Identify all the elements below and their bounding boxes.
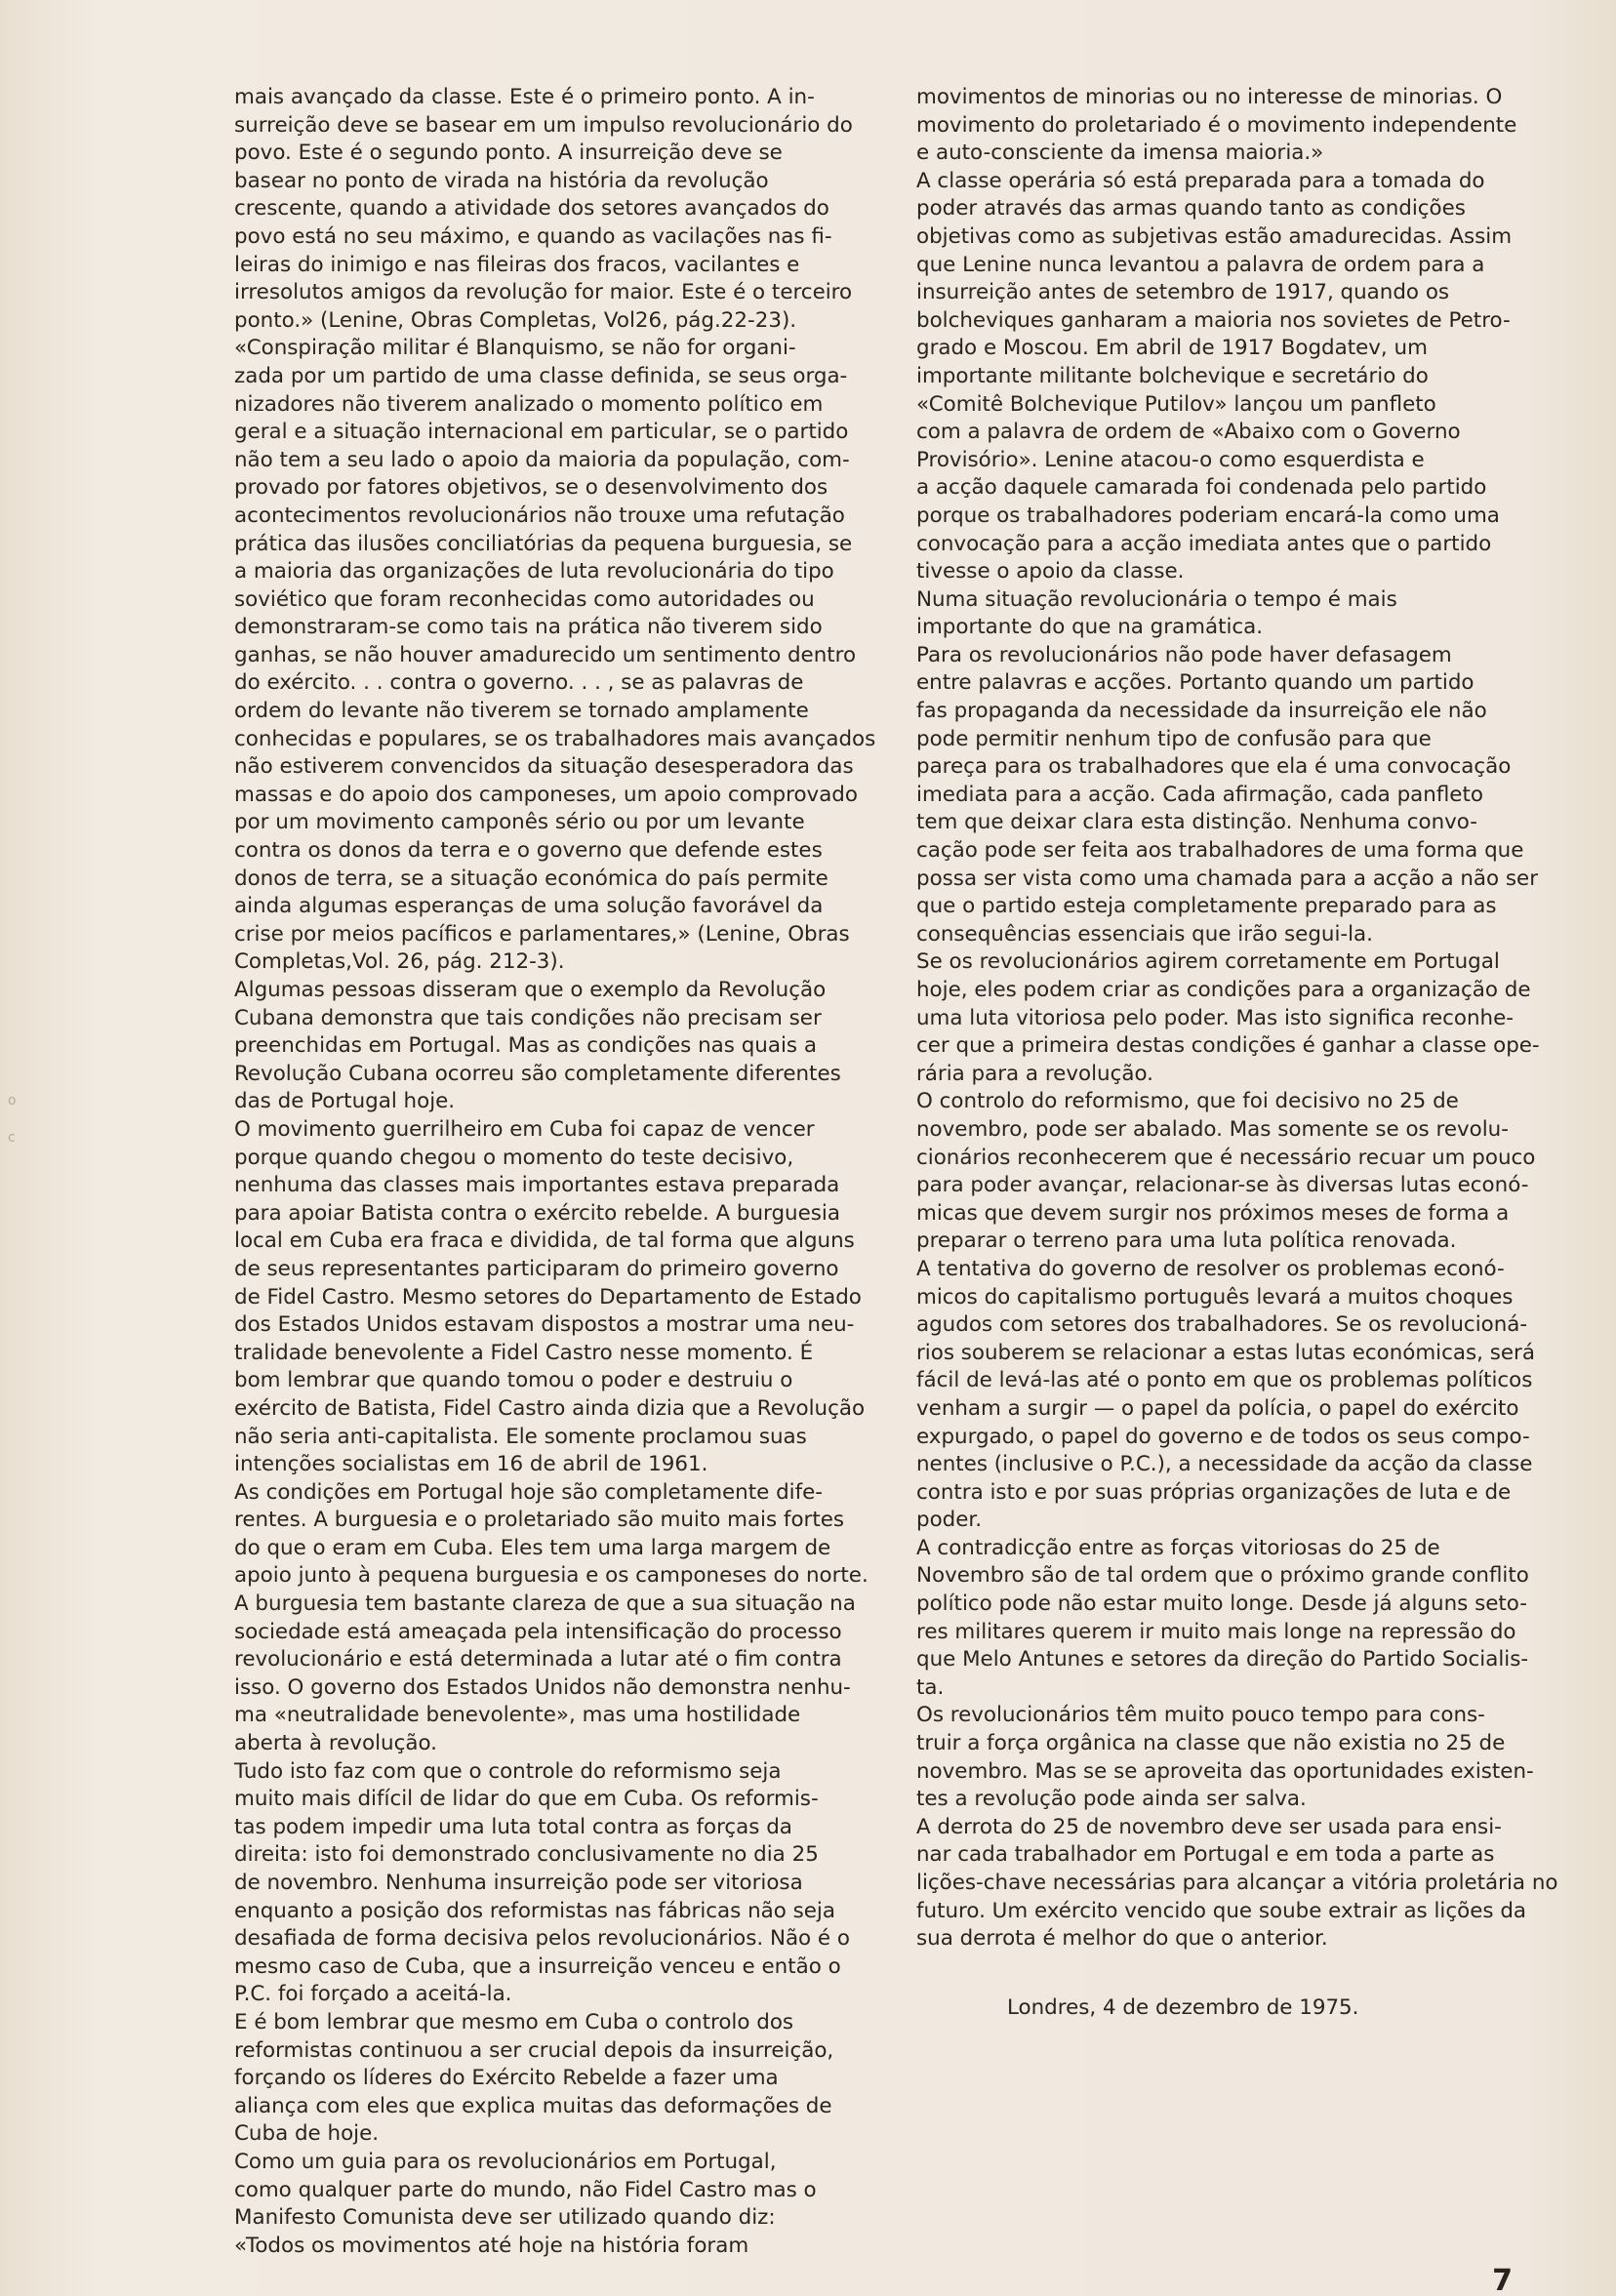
right-column-line: res militares querem ir muito mais longe na repressão do: [916, 1619, 1516, 1644]
left-column-line: aberta à revolução.: [234, 1731, 437, 1756]
right-column-line: A contradicção entre as forças vitoriosas do 25 de: [916, 1535, 1440, 1560]
left-column-line: apoio junto à pequena burguesia e os camponeses do norte.: [234, 1563, 869, 1589]
left-column-line: dos Estados Unidos estavam dispostos a mostrar uma neu-: [234, 1312, 855, 1338]
left-column-line: do que o eram em Cuba. Eles tem uma larga margem de: [234, 1535, 831, 1560]
left-column-line: P.C. foi forçado a aceitá-la.: [234, 1982, 512, 2007]
left-column-line: donos de terra, se a situação económica do país permite: [234, 866, 828, 891]
right-column-line: rios souberem se relacionar a estas lutas económicas, será: [916, 1340, 1535, 1365]
right-column-line: Para os revolucionários não pode haver defasagem: [916, 642, 1452, 667]
left-column-line: exército de Batista, Fidel Castro ainda dizia que a Revolução: [234, 1395, 866, 1421]
right-column-line: fácil de levá-las até o ponto em que os problemas políticos: [916, 1368, 1533, 1393]
left-column-line: leiras do inimigo e nas fileiras dos fracos, vacilantes e: [234, 252, 800, 277]
right-column-line: truir a força orgânica na classe que não existia no 25 de: [916, 1731, 1506, 1756]
left-column-line: isso. O governo dos Estados Unidos não demonstra nenhu-: [234, 1674, 851, 1700]
left-column-line: preenchidas em Portugal. Mas as condições nas quais a: [234, 1033, 817, 1059]
left-column-line: nizadores não tiverem analizado o momento político em: [234, 391, 824, 417]
left-column-line: zada por um partido de uma classe definida, se seus orga-: [234, 363, 848, 388]
left-column-line: das de Portugal hoje.: [234, 1089, 456, 1114]
left-column-line: tralidade benevolente a Fidel Castro nesse momento. É: [234, 1340, 814, 1365]
left-column-line: Revolução Cubana ocorreu são completamente diferentes: [234, 1061, 841, 1086]
right-column-line: possa ser vista como uma chamada para a acção a não ser: [916, 866, 1539, 891]
left-column-line: povo está no seu máximo, e quando as vacilações nas fi-: [234, 223, 832, 249]
right-column-line: poder.: [916, 1508, 983, 1533]
right-column-line: tem que deixar clara esta distinção. Nenhuma convo-: [916, 810, 1478, 835]
right-column-line: pareça para os trabalhadores que ela é uma convocação: [916, 754, 1512, 780]
right-column-line: A derrota do 25 de novembro deve ser usada para ensi-: [916, 1814, 1502, 1839]
left-column-line: desafiada de forma decisiva pelos revolucionários. Não é o: [234, 1926, 850, 1952]
right-column-line: A tentativa do governo de resolver os problemas econó-: [916, 1256, 1505, 1281]
left-column-line: ponto.» (Lenine, Obras Completas, Vol26, pág.22-23).: [234, 307, 797, 333]
right-column-line: grado e Moscou. Em abril de 1917 Bogdatev, um: [916, 336, 1428, 361]
left-column-line: rentes. A burguesia e o proletariado são muito mais fortes: [234, 1508, 845, 1533]
left-column-line: nenhuma das classes mais importantes estava preparada: [234, 1173, 840, 1198]
right-column-line: novembro. Mas se se aproveita das oportunidades existen-: [916, 1758, 1534, 1784]
right-column-line: novembro, pode ser abalado. Mas somente se os revolu-: [916, 1116, 1509, 1142]
left-column-line: A burguesia tem bastante clareza de que a sua situação na: [234, 1591, 856, 1617]
left-column-line: a maioria das organizações de luta revolucionária do tipo: [234, 559, 834, 584]
left-column-line: de novembro. Nenhuma insurreição pode ser vitoriosa: [234, 1871, 803, 1895]
right-column-line: objetivas como as subjetivas estão amadurecidas. Assim: [916, 223, 1513, 249]
margin-speck: c: [8, 1130, 16, 1146]
right-column-line: imediata para a acção. Cada afirmação, cada panfleto: [916, 782, 1483, 807]
left-column-line: Cuba de hoje.: [234, 2121, 380, 2147]
right-column-line: A classe operária só está preparada para a tomada do: [916, 168, 1485, 193]
left-column-line: não seria anti-capitalista. Ele somente proclamou suas: [234, 1424, 807, 1449]
right-column-line: consequências essenciais que irão segui-la.: [916, 921, 1373, 947]
right-column-line: Novembro são de tal ordem que o próximo grande conflito: [916, 1563, 1529, 1589]
right-column-line: rária para a revolução.: [916, 1061, 1153, 1086]
right-column-line: político pode não estar muito longe. Desde já alguns seto-: [916, 1591, 1527, 1617]
right-column-line: importante do que na gramática.: [916, 615, 1264, 640]
left-column-line: enquanto a posição dos reformistas nas fábricas não seja: [234, 1898, 835, 1923]
left-column-line: não tem a seu lado o apoio da maioria da população, com-: [234, 447, 850, 472]
right-column-line: cionários reconhecerem que é necessário recuar um pouco: [916, 1145, 1536, 1170]
left-column-line: sociedade está ameaçada pela intensificação do processo: [234, 1619, 842, 1644]
right-column-line: fas propaganda da necessidade da insurreição ele não: [916, 699, 1487, 724]
left-column-line: ordem do levante não tiverem se tornado amplamente: [234, 699, 809, 724]
right-column-line: nar cada trabalhador em Portugal e em toda a parte as: [916, 1842, 1495, 1868]
right-column-line: poder através das armas quando tanto as condições: [916, 196, 1466, 222]
left-column-line: surreição deve se basear em um impulso revolucionário do: [234, 112, 853, 138]
left-column-line: ganhas, se não houver amadurecido um sentimento dentro: [234, 642, 857, 667]
right-column-line: bolcheviques ganharam a maioria nos sovietes de Petro-: [916, 307, 1511, 333]
right-column-line: venham a surgir — o papel da polícia, o papel do exército: [916, 1395, 1519, 1421]
right-column-line: com a palavra de ordem de «Abaixo com o Governo: [916, 420, 1461, 445]
right-column-line: que o partido esteja completamente preparado para as: [916, 894, 1497, 919]
right-column-line: nentes (inclusive o P.C.), a necessidade da acção da classe: [916, 1452, 1533, 1477]
right-column-line: porque os trabalhadores poderiam encará-la como uma: [916, 503, 1500, 528]
right-column-line: Os revolucionários têm muito pouco tempo para cons-: [916, 1703, 1485, 1728]
right-column-line: tivesse o apoio da classe.: [916, 559, 1185, 584]
right-column-line: convocação para a acção imediata antes que o partido: [916, 531, 1492, 556]
left-column-line: Como um guia para os revolucionários em Portugal,: [234, 2149, 777, 2174]
left-column-line: forçando os líderes do Exército Rebelde a fazer uma: [234, 2066, 779, 2091]
right-column: [916, 84, 1580, 2022]
left-column-line: revolucionário e está determinada a lutar até o fim contra: [234, 1647, 842, 1672]
right-column-line: Provisório». Lenine atacou-o como esquerdista e: [916, 447, 1425, 472]
left-column-line: local em Cuba era fraca e dividida, de tal forma que alguns: [234, 1229, 855, 1254]
left-column-line: tas podem impedir uma luta total contra as forças da: [234, 1814, 792, 1839]
left-column-line: acontecimentos revolucionários não trouxe uma refutação: [234, 503, 845, 528]
left-column-line: como qualquer parte do mundo, não Fidel Castro mas o: [234, 2177, 817, 2202]
left-column-line: ma «neutralidade benevolente», mas uma hostilidade: [234, 1703, 801, 1728]
right-column-line: «Comitê Bolchevique Putilov» lançou um panfleto: [916, 391, 1436, 417]
left-column-line: povo. Este é o segundo ponto. A insurreição deve se: [234, 141, 783, 166]
right-column-line: contra isto e por suas próprias organizações de luta e de: [916, 1479, 1512, 1505]
right-column-line: agudos com setores dos trabalhadores. Se os revolucioná-: [916, 1312, 1528, 1338]
left-column-line: mais avançado da classe. Este é o primeiro ponto. A in-: [234, 85, 815, 109]
left-column-line: As condições em Portugal hoje são completamente dife-: [234, 1479, 824, 1505]
left-column-line: por um movimento camponês sério ou por um levante: [234, 810, 805, 835]
left-column-line: reformistas continuou a ser crucial depois da insurreição,: [234, 2037, 834, 2063]
right-column-line: pode permitir nenhum tipo de confusão para que: [916, 726, 1432, 751]
dateline: Londres, 4 de dezembro de 1975.: [1007, 1994, 1359, 2020]
left-column-line: demonstraram-se como tais na prática não tiverem sido: [234, 615, 823, 640]
left-column-line: O movimento guerrilheiro em Cuba foi capaz de vencer: [234, 1116, 815, 1142]
left-column-line: massas e do apoio dos camponeses, um apoio comprovado: [234, 782, 858, 807]
left-column-line: para apoiar Batista contra o exército rebelde. A burguesia: [234, 1200, 840, 1226]
left-column: [234, 84, 908, 2260]
left-column-line: crise por meios pacíficos e parlamentares,» (Lenine, Obras: [234, 921, 850, 947]
left-column-line: basear no ponto de virada na história da revolução: [234, 168, 769, 193]
right-column-line: preparar o terreno para uma luta política renovada.: [916, 1229, 1457, 1254]
left-column-line: contra os donos da terra e o governo que defende estes: [234, 838, 823, 864]
left-column-line: soviético que foram reconhecidas como autoridades ou: [234, 586, 815, 612]
right-column-line: tes a revolução pode ainda ser salva.: [916, 1787, 1307, 1812]
right-column-line: cação pode ser feita aos trabalhadores de uma forma que: [916, 838, 1524, 864]
right-column-line: movimento do proletariado é o movimento independente: [916, 112, 1517, 138]
right-column-line: a acção daquele camarada foi condenada pelo partido: [916, 475, 1487, 501]
left-column-line: crescente, quando a atividade dos setores avançados do: [234, 196, 829, 222]
left-column-line: de Fidel Castro. Mesmo setores do Departamento de Estado: [234, 1284, 862, 1309]
right-column-line: sua derrota é melhor do que o anterior.: [916, 1926, 1328, 1952]
left-column-line: direita: isto foi demonstrado conclusivamente no dia 25: [234, 1842, 819, 1868]
right-column-line: importante militante bolchevique e secretário do: [916, 363, 1429, 388]
left-column-line: Completas,Vol. 26, pág. 212-3).: [234, 949, 565, 975]
left-column-line: «Conspiração militar é Blanquismo, se não for organi-: [234, 336, 796, 361]
left-column-line: do exército. . . contra o governo. . . , se as palavras de: [234, 670, 804, 696]
left-column-line: E é bom lembrar que mesmo em Cuba o controlo dos: [234, 2009, 794, 2034]
right-column-line: micas que devem surgir nos próximos meses de forma a: [916, 1200, 1510, 1226]
left-column-line: geral e a situação internacional em particular, se o partido: [234, 420, 849, 445]
left-column-line: porque quando chegou o momento do teste decisivo,: [234, 1145, 794, 1170]
right-column-line: para poder avançar, relacionar-se às diversas lutas econó-: [916, 1173, 1529, 1198]
right-column-line: Se os revolucionários agirem corretamente em Portugal: [916, 949, 1500, 975]
left-column-line: mesmo caso de Cuba, que a insurreição venceu e então o: [234, 1954, 841, 1979]
right-column-line: cer que a primeira destas condições é ganhar a classe ope-: [916, 1033, 1540, 1059]
right-column-line: lições-chave necessárias para alcançar a vitória proletária no: [916, 1871, 1558, 1895]
left-column-line: intenções socialistas em 16 de abril de 1961.: [234, 1452, 708, 1477]
right-column-line: micos do capitalismo português levará a muitos choques: [916, 1284, 1514, 1309]
page-number: 7: [1492, 2264, 1513, 2296]
right-column-line: expurgado, o papel do governo e de todos os seus compo-: [916, 1424, 1530, 1449]
right-column-line: ta.: [916, 1674, 945, 1700]
left-column-line: Manifesto Comunista deve ser utilizado quando diz:: [234, 2205, 776, 2231]
left-column-line: ainda algumas esperanças de uma solução favorável da: [234, 894, 824, 919]
left-column-line: prática das ilusões conciliatórias da pequena burguesia, se: [234, 531, 853, 556]
left-column-line: irresolutos amigos da revolução for maior. Este é o terceiro: [234, 280, 853, 305]
left-column-line: não estiverem convencidos da situação desesperadora das: [234, 754, 854, 780]
left-column-line: Tudo isto faz com que o controle do reformismo seja: [234, 1758, 782, 1784]
right-column-line: movimentos de minorias ou no interesse de minorias. O: [916, 85, 1503, 109]
left-column-line: conhecidas e populares, se os trabalhadores mais avançados: [234, 726, 876, 751]
right-column-line: que Lenine nunca levantou a palavra de ordem para a: [916, 252, 1485, 277]
right-column-line: insurreição antes de setembro de 1917, quando os: [916, 280, 1450, 305]
left-column-line: Cubana demonstra que tais condições não precisam ser: [234, 1005, 822, 1030]
right-column-line: Numa situação revolucionária o tempo é mais: [916, 586, 1397, 612]
left-column-line: provado por fatores objetivos, se o desenvolvimento dos: [234, 475, 828, 501]
right-column-line: uma luta vitoriosa pelo poder. Mas isto significa reconhe-: [916, 1005, 1514, 1030]
left-column-line: muito mais difícil de lidar do que em Cuba. Os reformis-: [234, 1787, 819, 1812]
right-column-line: entre palavras e acções. Portanto quando um partido: [916, 670, 1475, 696]
right-column-line: futuro. Um exército vencido que soube extrair as lições da: [916, 1898, 1527, 1923]
right-column-line: hoje, eles podem criar as condições para a organização de: [916, 978, 1531, 1002]
right-column-line: e auto-consciente da imensa maioria.»: [916, 141, 1324, 166]
left-column-line: Algumas pessoas disseram que o exemplo da Revolução: [234, 978, 827, 1002]
left-column-line: aliança com eles que explica muitas das deformações de: [234, 2093, 832, 2118]
right-column-line: O controlo do reformismo, que foi decisivo no 25 de: [916, 1089, 1459, 1114]
left-column-line: de seus representantes participaram do primeiro governo: [234, 1256, 839, 1281]
left-column-line: bom lembrar que quando tomou o poder e destruiu o: [234, 1368, 793, 1393]
margin-speck: o: [8, 1093, 17, 1108]
right-column-line: que Melo Antunes e setores da direção do Partido Socialis-: [916, 1647, 1529, 1672]
left-column-line: «Todos os movimentos até hoje na história foram: [234, 2233, 749, 2258]
